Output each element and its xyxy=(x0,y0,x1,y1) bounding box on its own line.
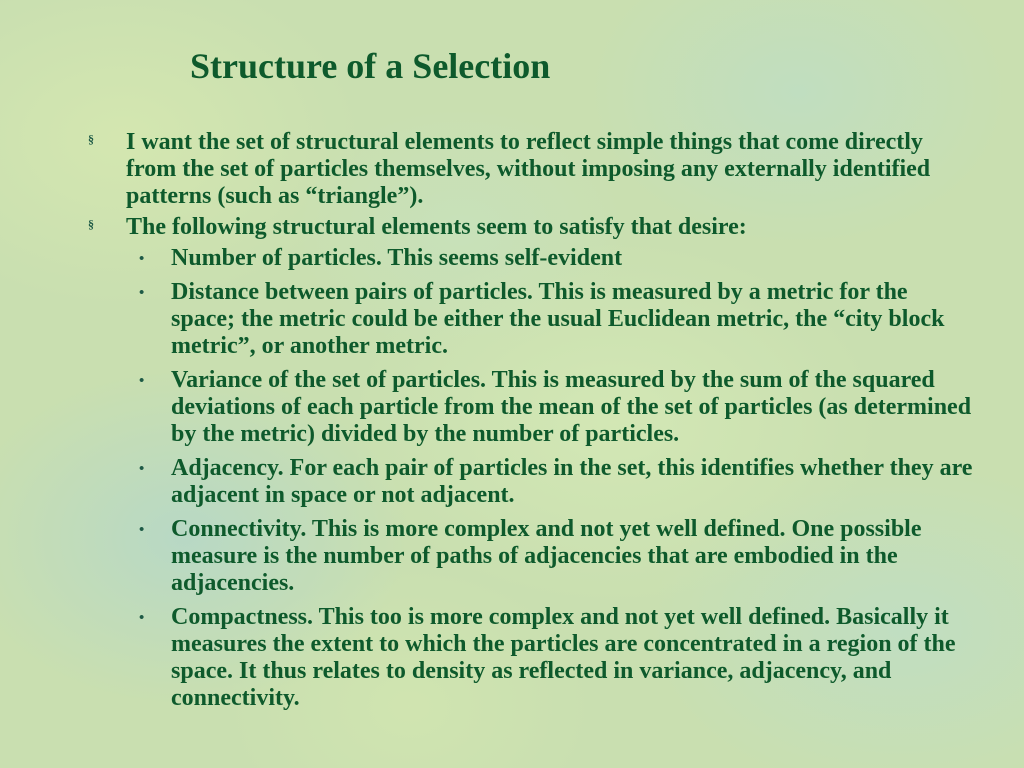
sub-bullet-item xyxy=(84,245,974,272)
sub-bullet-item xyxy=(84,455,974,509)
sub-bullet-text: Number of particles. This seems self-evident xyxy=(171,245,623,271)
dot-bullet-icon: • xyxy=(139,522,145,538)
sub-bullet-list xyxy=(84,245,974,712)
sub-bullet-text: Adjacency. For each pair of particles in the set, this identifies whether they are adjacent in space or not adjacent. xyxy=(171,455,973,508)
square-bullet-icon: § xyxy=(88,217,94,231)
sub-bullet-text: Compactness. This too is more complex and not yet well defined. Basically it measures the extent to which the particles are concentrated in a region of the space. It thus relates to density as reflected in variance, adjacency, and connectivity. xyxy=(171,604,956,711)
bullet-text: I want the set of structural elements to reflect simple things that come directly from the set of particles themselves, without imposing any externally identified patterns (such as “triangle”). xyxy=(126,129,931,209)
dot-bullet-icon: • xyxy=(139,285,145,301)
square-bullet-icon: § xyxy=(88,132,94,146)
sub-bullet-item xyxy=(84,516,974,597)
dot-bullet-icon: • xyxy=(139,251,145,267)
dot-bullet-icon: • xyxy=(139,461,145,477)
sub-bullet-text: Connectivity. This is more complex and not yet well defined. One possible measure is the number of paths of adjacencies that are embodied in the adjacencies. xyxy=(171,516,922,596)
sub-bullet-text: Variance of the set of particles. This is measured by the sum of the squared deviations of each particle from the mean of the set of particles (as determined by the metric) divided by the number of particles. xyxy=(171,367,972,447)
slide-body xyxy=(84,129,974,719)
sub-bullet-item xyxy=(84,604,974,712)
sub-bullet-item xyxy=(84,279,974,360)
bullet-item xyxy=(84,129,974,210)
sub-bullet-text: Distance between pairs of particles. This is measured by a metric for the space; the metric could be either the usual Euclidean metric, the “city block metric”, or another metric. xyxy=(171,279,945,359)
dot-bullet-icon: • xyxy=(139,373,145,389)
sub-bullet-item xyxy=(84,367,974,448)
slide-title: Structure of a Selection xyxy=(190,46,551,86)
bullet-item xyxy=(84,214,974,241)
dot-bullet-icon: • xyxy=(139,610,145,626)
bullet-text: The following structural elements seem to satisfy that desire: xyxy=(126,214,747,240)
